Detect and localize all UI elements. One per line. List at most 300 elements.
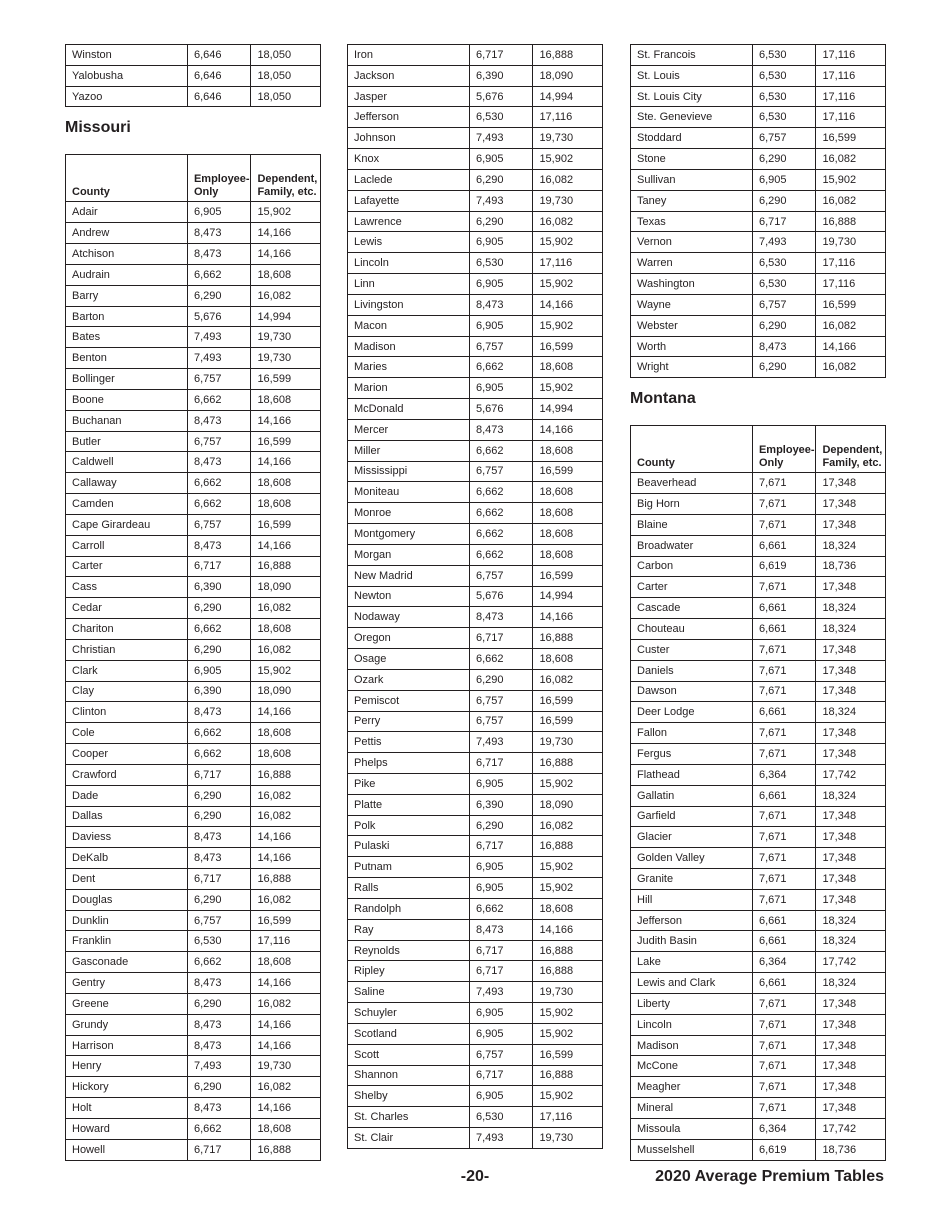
employee-only-cell: 6,905 xyxy=(469,315,532,336)
employee-only-cell: 8,473 xyxy=(187,535,250,556)
dependent-family-cell: 16,599 xyxy=(533,461,603,482)
county-cell: Scotland xyxy=(348,1023,470,1044)
dependent-family-cell: 16,599 xyxy=(533,565,603,586)
dependent-family-cell: 18,324 xyxy=(816,598,886,619)
table-row xyxy=(631,1014,886,1035)
employee-only-cell: 6,757 xyxy=(187,514,250,535)
employee-only-cell: 6,619 xyxy=(752,556,815,577)
header-employee-line-2: Only xyxy=(193,186,219,199)
table-row xyxy=(348,753,603,774)
table-row xyxy=(631,556,886,577)
table-row xyxy=(66,848,321,869)
dependent-family-cell: 17,116 xyxy=(533,107,603,128)
header-employee-line-1: Employee- xyxy=(758,444,815,457)
employee-only-cell: 7,671 xyxy=(752,806,815,827)
county-cell: Knox xyxy=(348,149,470,170)
table-row xyxy=(66,660,321,681)
dependent-family-cell: 14,994 xyxy=(533,399,603,420)
dependent-family-cell: 16,082 xyxy=(533,211,603,232)
county-cell: Callaway xyxy=(66,473,188,494)
county-cell: Iron xyxy=(348,45,470,66)
header-county: County xyxy=(66,155,188,202)
employee-only-cell: 7,493 xyxy=(469,732,532,753)
employee-only-cell: 7,671 xyxy=(752,1014,815,1035)
county-cell: Liberty xyxy=(631,993,753,1014)
employee-only-cell: 6,717 xyxy=(469,1065,532,1086)
dependent-family-cell: 17,116 xyxy=(816,45,886,66)
table-row xyxy=(66,868,321,889)
employee-only-cell: 6,290 xyxy=(187,993,250,1014)
table-row xyxy=(348,1107,603,1128)
table-row xyxy=(631,128,886,149)
dependent-family-cell: 18,608 xyxy=(251,723,321,744)
employee-only-cell: 7,493 xyxy=(187,1056,250,1077)
employee-only-cell: 7,671 xyxy=(752,473,815,494)
employee-only-cell: 7,493 xyxy=(469,1128,532,1149)
employee-only-cell: 8,473 xyxy=(187,244,250,265)
table-row xyxy=(348,669,603,690)
employee-only-cell: 6,662 xyxy=(469,503,532,524)
dependent-family-cell: 18,608 xyxy=(533,544,603,565)
county-cell: Dade xyxy=(66,785,188,806)
employee-only-cell: 8,473 xyxy=(187,1098,250,1119)
employee-only-cell: 6,646 xyxy=(187,45,250,66)
table-row xyxy=(66,723,321,744)
dependent-family-cell: 17,116 xyxy=(816,86,886,107)
employee-only-cell: 6,662 xyxy=(469,544,532,565)
employee-only-cell: 5,676 xyxy=(469,399,532,420)
column-3 xyxy=(630,44,886,1161)
employee-only-cell: 6,290 xyxy=(469,669,532,690)
employee-only-cell: 7,493 xyxy=(469,982,532,1003)
table-row xyxy=(66,827,321,848)
employee-only-cell: 6,290 xyxy=(469,169,532,190)
table-row xyxy=(631,86,886,107)
table-row xyxy=(66,473,321,494)
county-cell: Pulaski xyxy=(348,836,470,857)
dependent-family-cell: 15,902 xyxy=(533,378,603,399)
table-row xyxy=(348,419,603,440)
county-cell: St. Louis xyxy=(631,65,753,86)
employee-only-cell: 8,473 xyxy=(469,607,532,628)
header-dependent-line-2: Family, etc. xyxy=(822,457,882,470)
employee-only-cell: 6,757 xyxy=(187,369,250,390)
county-cell: Deer Lodge xyxy=(631,702,753,723)
header-employee-only xyxy=(187,155,250,202)
dependent-family-cell: 15,902 xyxy=(533,857,603,878)
county-cell: Pettis xyxy=(348,732,470,753)
employee-only-cell: 6,661 xyxy=(752,931,815,952)
dependent-family-cell: 14,166 xyxy=(251,702,321,723)
dependent-family-cell: 16,599 xyxy=(251,369,321,390)
dependent-family-cell: 18,736 xyxy=(816,556,886,577)
dependent-family-cell: 16,082 xyxy=(816,357,886,378)
table-row xyxy=(631,211,886,232)
dependent-family-cell: 15,902 xyxy=(251,202,321,223)
dependent-family-cell: 17,348 xyxy=(816,848,886,869)
county-cell: Randolph xyxy=(348,898,470,919)
table-row xyxy=(66,327,321,348)
dependent-family-cell: 17,116 xyxy=(533,1107,603,1128)
dependent-family-cell: 16,599 xyxy=(816,128,886,149)
dependent-family-cell: 18,324 xyxy=(816,931,886,952)
table-row xyxy=(631,149,886,170)
dependent-family-cell: 18,050 xyxy=(251,86,321,107)
county-cell: Ralls xyxy=(348,878,470,899)
employee-only-cell: 7,671 xyxy=(752,1098,815,1119)
table-row xyxy=(348,503,603,524)
table-row xyxy=(631,315,886,336)
employee-only-cell: 8,473 xyxy=(187,848,250,869)
county-cell: Lewis xyxy=(348,232,470,253)
employee-only-cell: 6,290 xyxy=(752,149,815,170)
table-row xyxy=(348,524,603,545)
dependent-family-cell: 16,888 xyxy=(251,1139,321,1160)
header-employee-line-1: Employee- xyxy=(193,173,250,186)
dependent-family-cell: 15,902 xyxy=(533,315,603,336)
employee-only-cell: 7,671 xyxy=(752,868,815,889)
table-row xyxy=(631,764,886,785)
dependent-family-cell: 16,082 xyxy=(251,1077,321,1098)
table-row xyxy=(631,639,886,660)
table-row xyxy=(631,1035,886,1056)
employee-only-cell: 5,676 xyxy=(187,306,250,327)
table-row xyxy=(348,878,603,899)
county-cell: Daviess xyxy=(66,827,188,848)
dependent-family-cell: 18,608 xyxy=(251,473,321,494)
table-row xyxy=(631,577,886,598)
county-cell: Barry xyxy=(66,285,188,306)
employee-only-cell: 6,757 xyxy=(187,431,250,452)
county-cell: Lincoln xyxy=(348,253,470,274)
dependent-family-cell: 17,742 xyxy=(816,1118,886,1139)
employee-only-cell: 6,717 xyxy=(187,1139,250,1160)
table-row xyxy=(631,598,886,619)
employee-only-cell: 8,473 xyxy=(187,973,250,994)
employee-only-cell: 6,662 xyxy=(187,389,250,410)
dependent-family-cell: 16,082 xyxy=(816,190,886,211)
employee-only-cell: 6,290 xyxy=(187,785,250,806)
employee-only-cell: 6,757 xyxy=(469,690,532,711)
table-row xyxy=(66,1077,321,1098)
dependent-family-cell: 14,166 xyxy=(816,336,886,357)
table-row xyxy=(348,399,603,420)
employee-only-cell: 6,717 xyxy=(469,628,532,649)
dependent-family-cell: 14,166 xyxy=(251,410,321,431)
employee-only-cell: 6,290 xyxy=(187,285,250,306)
table-row xyxy=(66,431,321,452)
county-cell: Ste. Genevieve xyxy=(631,107,753,128)
county-cell: Lewis and Clark xyxy=(631,973,753,994)
table-row xyxy=(631,889,886,910)
table-row xyxy=(348,607,603,628)
county-cell: Webster xyxy=(631,315,753,336)
county-cell: Scott xyxy=(348,1044,470,1065)
table-row xyxy=(66,223,321,244)
table-row xyxy=(66,1098,321,1119)
dependent-family-cell: 14,166 xyxy=(251,848,321,869)
county-cell: Flathead xyxy=(631,764,753,785)
employee-only-cell: 5,676 xyxy=(469,86,532,107)
dependent-family-cell: 14,166 xyxy=(251,452,321,473)
dependent-family-cell: 16,082 xyxy=(251,639,321,660)
county-cell: Marion xyxy=(348,378,470,399)
dependent-family-cell: 18,090 xyxy=(251,681,321,702)
dependent-family-cell: 16,082 xyxy=(533,669,603,690)
employee-only-cell: 7,671 xyxy=(752,639,815,660)
county-cell: Putnam xyxy=(348,857,470,878)
table-row xyxy=(631,1139,886,1160)
county-cell: Shelby xyxy=(348,1086,470,1107)
page-number: -20- xyxy=(460,1168,490,1185)
dependent-family-cell: 15,902 xyxy=(533,1003,603,1024)
table-row xyxy=(631,660,886,681)
county-cell: Christian xyxy=(66,639,188,660)
employee-only-cell: 7,671 xyxy=(752,577,815,598)
dependent-family-cell: 16,082 xyxy=(251,285,321,306)
county-cell: Warren xyxy=(631,253,753,274)
table-row xyxy=(348,815,603,836)
employee-only-cell: 6,662 xyxy=(469,524,532,545)
montana-table xyxy=(630,425,886,1160)
dependent-family-cell: 17,348 xyxy=(816,514,886,535)
table-row xyxy=(66,764,321,785)
dependent-family-cell: 14,166 xyxy=(251,244,321,265)
dependent-family-cell: 14,166 xyxy=(533,919,603,940)
dependent-family-cell: 18,608 xyxy=(533,524,603,545)
table-row xyxy=(66,952,321,973)
employee-only-cell: 6,905 xyxy=(469,1003,532,1024)
county-cell: St. Louis City xyxy=(631,86,753,107)
employee-only-cell: 6,364 xyxy=(752,1118,815,1139)
county-cell: Adair xyxy=(66,202,188,223)
table-row xyxy=(631,232,886,253)
dependent-family-cell: 18,324 xyxy=(816,910,886,931)
county-cell: Laclede xyxy=(348,169,470,190)
dependent-family-cell: 17,116 xyxy=(816,253,886,274)
county-cell: Howard xyxy=(66,1118,188,1139)
dependent-family-cell: 18,608 xyxy=(533,482,603,503)
employee-only-cell: 6,530 xyxy=(752,86,815,107)
table-row xyxy=(348,711,603,732)
employee-only-cell: 8,473 xyxy=(469,919,532,940)
table-row xyxy=(348,961,603,982)
table-row xyxy=(631,848,886,869)
employee-only-cell: 6,661 xyxy=(752,598,815,619)
employee-only-cell: 6,530 xyxy=(469,1107,532,1128)
table-row xyxy=(348,544,603,565)
employee-only-cell: 6,662 xyxy=(469,649,532,670)
employee-only-cell: 6,619 xyxy=(752,1139,815,1160)
employee-only-cell: 7,671 xyxy=(752,494,815,515)
county-cell: Beaverhead xyxy=(631,473,753,494)
dependent-family-cell: 17,348 xyxy=(816,744,886,765)
county-cell: Chariton xyxy=(66,619,188,640)
county-cell: Douglas xyxy=(66,889,188,910)
county-cell: Platte xyxy=(348,794,470,815)
county-cell: Madison xyxy=(348,336,470,357)
employee-only-cell: 6,757 xyxy=(752,294,815,315)
employee-only-cell: 6,290 xyxy=(187,1077,250,1098)
dependent-family-cell: 18,608 xyxy=(533,440,603,461)
table-row xyxy=(631,535,886,556)
employee-only-cell: 6,757 xyxy=(469,565,532,586)
dependent-family-cell: 14,166 xyxy=(251,1035,321,1056)
dependent-family-cell: 16,888 xyxy=(816,211,886,232)
dependent-family-cell: 17,348 xyxy=(816,660,886,681)
employee-only-cell: 6,661 xyxy=(752,910,815,931)
table-row xyxy=(348,919,603,940)
table-header-row xyxy=(66,155,321,202)
employee-only-cell: 6,662 xyxy=(187,723,250,744)
county-cell: St. Clair xyxy=(348,1128,470,1149)
dependent-family-cell: 15,902 xyxy=(816,169,886,190)
table-row xyxy=(631,910,886,931)
county-cell: Dunklin xyxy=(66,910,188,931)
dependent-family-cell: 18,050 xyxy=(251,45,321,66)
employee-only-cell: 6,530 xyxy=(752,253,815,274)
table-row xyxy=(348,357,603,378)
county-cell: Gasconade xyxy=(66,952,188,973)
county-cell: Gallatin xyxy=(631,785,753,806)
employee-only-cell: 6,662 xyxy=(187,952,250,973)
employee-only-cell: 6,717 xyxy=(469,753,532,774)
county-cell: Worth xyxy=(631,336,753,357)
county-cell: Boone xyxy=(66,389,188,410)
county-cell: Buchanan xyxy=(66,410,188,431)
dependent-family-cell: 14,166 xyxy=(533,419,603,440)
employee-only-cell: 6,530 xyxy=(752,65,815,86)
table-row xyxy=(348,378,603,399)
county-cell: Gentry xyxy=(66,973,188,994)
dependent-family-cell: 18,608 xyxy=(251,952,321,973)
table-row xyxy=(66,744,321,765)
table-row xyxy=(348,628,603,649)
table-row xyxy=(348,857,603,878)
dependent-family-cell: 19,730 xyxy=(533,982,603,1003)
dependent-family-cell: 17,348 xyxy=(816,1098,886,1119)
county-cell: Andrew xyxy=(66,223,188,244)
table-row xyxy=(66,1139,321,1160)
dependent-family-cell: 18,090 xyxy=(533,65,603,86)
dependent-family-cell: 19,730 xyxy=(816,232,886,253)
header-dependent-family xyxy=(816,426,886,473)
dependent-family-cell: 18,608 xyxy=(251,389,321,410)
county-cell: Henry xyxy=(66,1056,188,1077)
dependent-family-cell: 15,902 xyxy=(533,274,603,295)
county-cell: Jefferson xyxy=(631,910,753,931)
county-cell: Linn xyxy=(348,274,470,295)
table-row xyxy=(348,773,603,794)
employee-only-cell: 8,473 xyxy=(187,223,250,244)
county-cell: Chouteau xyxy=(631,619,753,640)
dependent-family-cell: 18,324 xyxy=(816,785,886,806)
table-row xyxy=(66,65,321,86)
employee-only-cell: 8,473 xyxy=(752,336,815,357)
dependent-family-cell: 17,116 xyxy=(816,274,886,295)
county-cell: Winston xyxy=(66,45,188,66)
county-cell: Mineral xyxy=(631,1098,753,1119)
table-row xyxy=(631,336,886,357)
table-row xyxy=(631,107,886,128)
county-cell: Wayne xyxy=(631,294,753,315)
employee-only-cell: 6,757 xyxy=(469,711,532,732)
employee-only-cell: 6,662 xyxy=(187,264,250,285)
employee-only-cell: 6,905 xyxy=(469,149,532,170)
employee-only-cell: 6,530 xyxy=(752,107,815,128)
table-row xyxy=(66,535,321,556)
table-row xyxy=(631,1056,886,1077)
county-cell: Cooper xyxy=(66,744,188,765)
table-row xyxy=(348,65,603,86)
dependent-family-cell: 16,082 xyxy=(816,149,886,170)
table-row xyxy=(66,86,321,107)
table-row xyxy=(348,45,603,66)
dependent-family-cell: 16,888 xyxy=(533,753,603,774)
employee-only-cell: 6,905 xyxy=(469,773,532,794)
dependent-family-cell: 15,902 xyxy=(533,1086,603,1107)
dependent-family-cell: 16,888 xyxy=(251,764,321,785)
county-cell: Shannon xyxy=(348,1065,470,1086)
missouri-table-part-3 xyxy=(630,44,886,378)
employee-only-cell: 6,390 xyxy=(469,65,532,86)
header-employee-line-2: Only xyxy=(758,457,784,470)
county-cell: Clark xyxy=(66,660,188,681)
county-cell: Cape Girardeau xyxy=(66,514,188,535)
dependent-family-cell: 16,082 xyxy=(251,785,321,806)
dependent-family-cell: 19,730 xyxy=(533,128,603,149)
dependent-family-cell: 17,348 xyxy=(816,723,886,744)
table-row xyxy=(66,973,321,994)
dependent-family-cell: 18,324 xyxy=(816,619,886,640)
county-cell: Stoddard xyxy=(631,128,753,149)
dependent-family-cell: 17,116 xyxy=(251,931,321,952)
dependent-family-cell: 18,324 xyxy=(816,702,886,723)
table-row xyxy=(631,827,886,848)
table-row xyxy=(66,598,321,619)
dependent-family-cell: 19,730 xyxy=(533,190,603,211)
table-row xyxy=(66,785,321,806)
dependent-family-cell: 16,888 xyxy=(251,556,321,577)
table-row xyxy=(631,681,886,702)
table-row xyxy=(631,785,886,806)
dependent-family-cell: 16,888 xyxy=(533,961,603,982)
table-row xyxy=(66,1118,321,1139)
table-row xyxy=(631,253,886,274)
dependent-family-cell: 18,050 xyxy=(251,65,321,86)
dependent-family-cell: 16,082 xyxy=(816,315,886,336)
employee-only-cell: 8,473 xyxy=(187,1014,250,1035)
employee-only-cell: 6,290 xyxy=(752,315,815,336)
table-row xyxy=(66,1035,321,1056)
table-row xyxy=(631,169,886,190)
table-row xyxy=(631,494,886,515)
employee-only-cell: 6,717 xyxy=(187,556,250,577)
employee-only-cell: 6,905 xyxy=(469,274,532,295)
employee-only-cell: 6,290 xyxy=(469,211,532,232)
table-row xyxy=(348,898,603,919)
table-row xyxy=(631,473,886,494)
county-cell: Sullivan xyxy=(631,169,753,190)
table-row xyxy=(348,649,603,670)
county-cell: Custer xyxy=(631,639,753,660)
table-row xyxy=(66,993,321,1014)
employee-only-cell: 6,661 xyxy=(752,785,815,806)
table-row xyxy=(631,973,886,994)
county-cell: Howell xyxy=(66,1139,188,1160)
table-row xyxy=(66,931,321,952)
table-row xyxy=(348,128,603,149)
